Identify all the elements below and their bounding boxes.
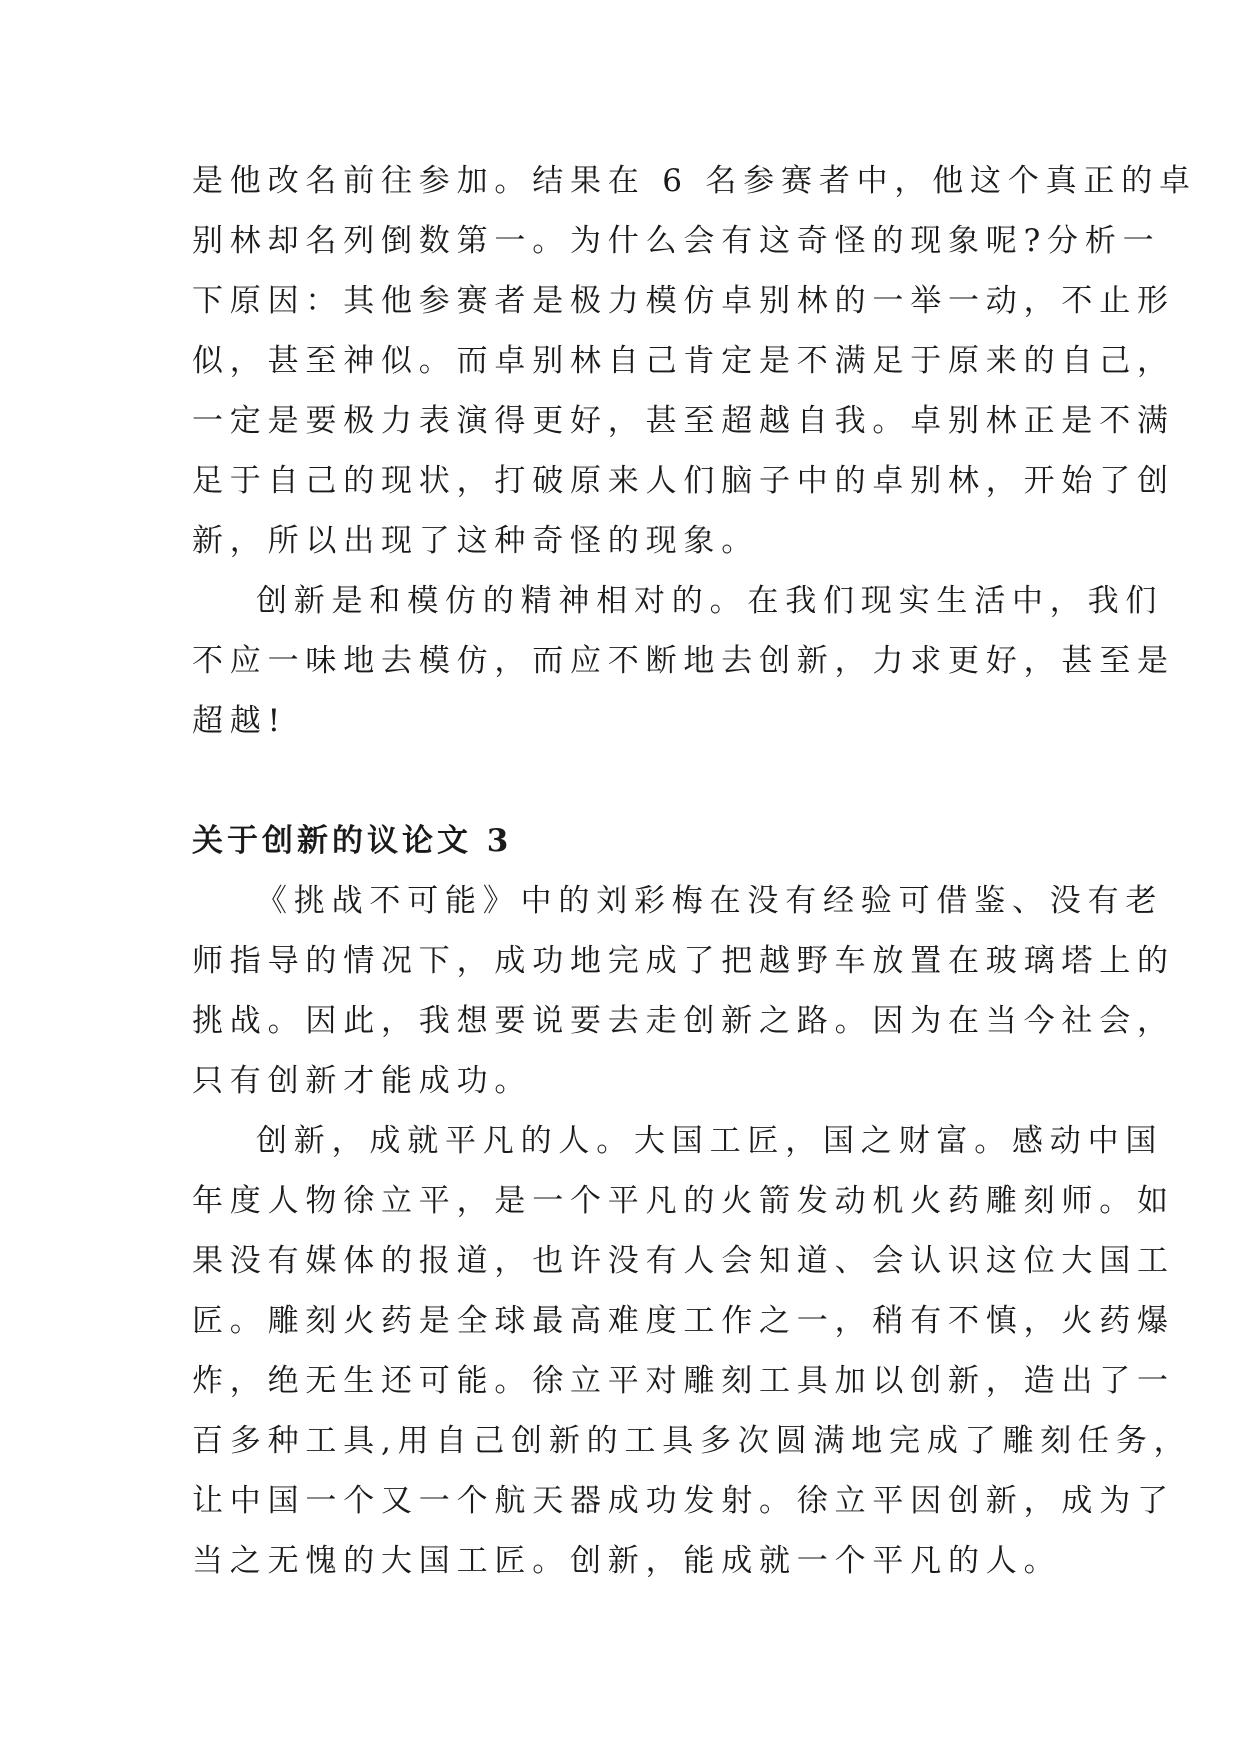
text-line: 创新是和模仿的精神相对的。在我们现实生活中，我们 <box>256 583 1164 619</box>
text-line: 炸，绝无生还可能。徐立平对雕刻工具加以创新，造出了一 <box>192 1363 1175 1399</box>
text-line: 足于自己的现状，打破原来人们脑子中的卓别林，开始了创 <box>192 463 1175 499</box>
text-line: 年度人物徐立平，是一个平凡的火箭发动机火药雕刻师。如 <box>192 1183 1175 1219</box>
text-line: 别林却名列倒数第一。为什么会有这奇怪的现象呢?分析一 <box>192 223 1161 259</box>
text-line: 似，甚至神似。而卓别林自己肯定是不满足于原来的自己， <box>192 343 1175 379</box>
text-line: 新，所以出现了这种奇怪的现象。 <box>192 523 759 559</box>
text-line: 超越! <box>192 703 287 739</box>
text-line: 百多种工具,用自己创新的工具多次圆满地完成了雕刻任务， <box>192 1423 1192 1459</box>
text-line: 一定是要极力表演得更好，甚至超越自我。卓别林正是不满 <box>192 403 1175 439</box>
paragraph-xu-liping <box>192 1111 1192 1591</box>
document-body <box>192 151 1197 1591</box>
text-line: 当之无愧的大国工匠。创新，能成就一个平凡的人。 <box>192 1543 1062 1579</box>
text-line: 不应一味地去模仿，而应不断地去创新，力求更好，甚至是 <box>192 643 1175 679</box>
section-gap <box>192 751 1054 811</box>
text-line: 《挑战不可能》中的刘彩梅在没有经验可借鉴、没有老 <box>256 883 1164 919</box>
text-line: 匠。雕刻火药是全球最高难度工作之一，稍有不慎，火药爆 <box>192 1303 1175 1339</box>
paragraph-chaplin <box>192 151 1197 571</box>
text-line: 让中国一个又一个航天器成功发射。徐立平因创新，成为了 <box>192 1483 1175 1519</box>
paragraph-challenge <box>192 871 1175 1111</box>
text-line: 创新，成就平凡的人。大国工匠，国之财富。感动中国 <box>256 1123 1164 1159</box>
text-line: 果没有媒体的报道，也许没有人会知道、会认识这位大国工 <box>192 1243 1175 1279</box>
text-line: 师指导的情况下，成功地完成了把越野车放置在玻璃塔上的 <box>192 943 1175 979</box>
text-line: 下原因：其他参赛者是极力模仿卓别林的一举一动，不止形 <box>192 283 1175 319</box>
text-line: 是他改名前往参加。结果在 6 名参赛者中，他这个真正的卓 <box>192 163 1197 199</box>
text-line: 只有创新才能成功。 <box>192 1063 533 1099</box>
text-line: 挑战。因此，我想要说要去走创新之路。因为在当今社会， <box>192 1003 1175 1039</box>
section-title: 关于创新的议论文 3 <box>192 823 513 859</box>
paragraph-innovation-vs-imitation <box>192 571 1175 751</box>
